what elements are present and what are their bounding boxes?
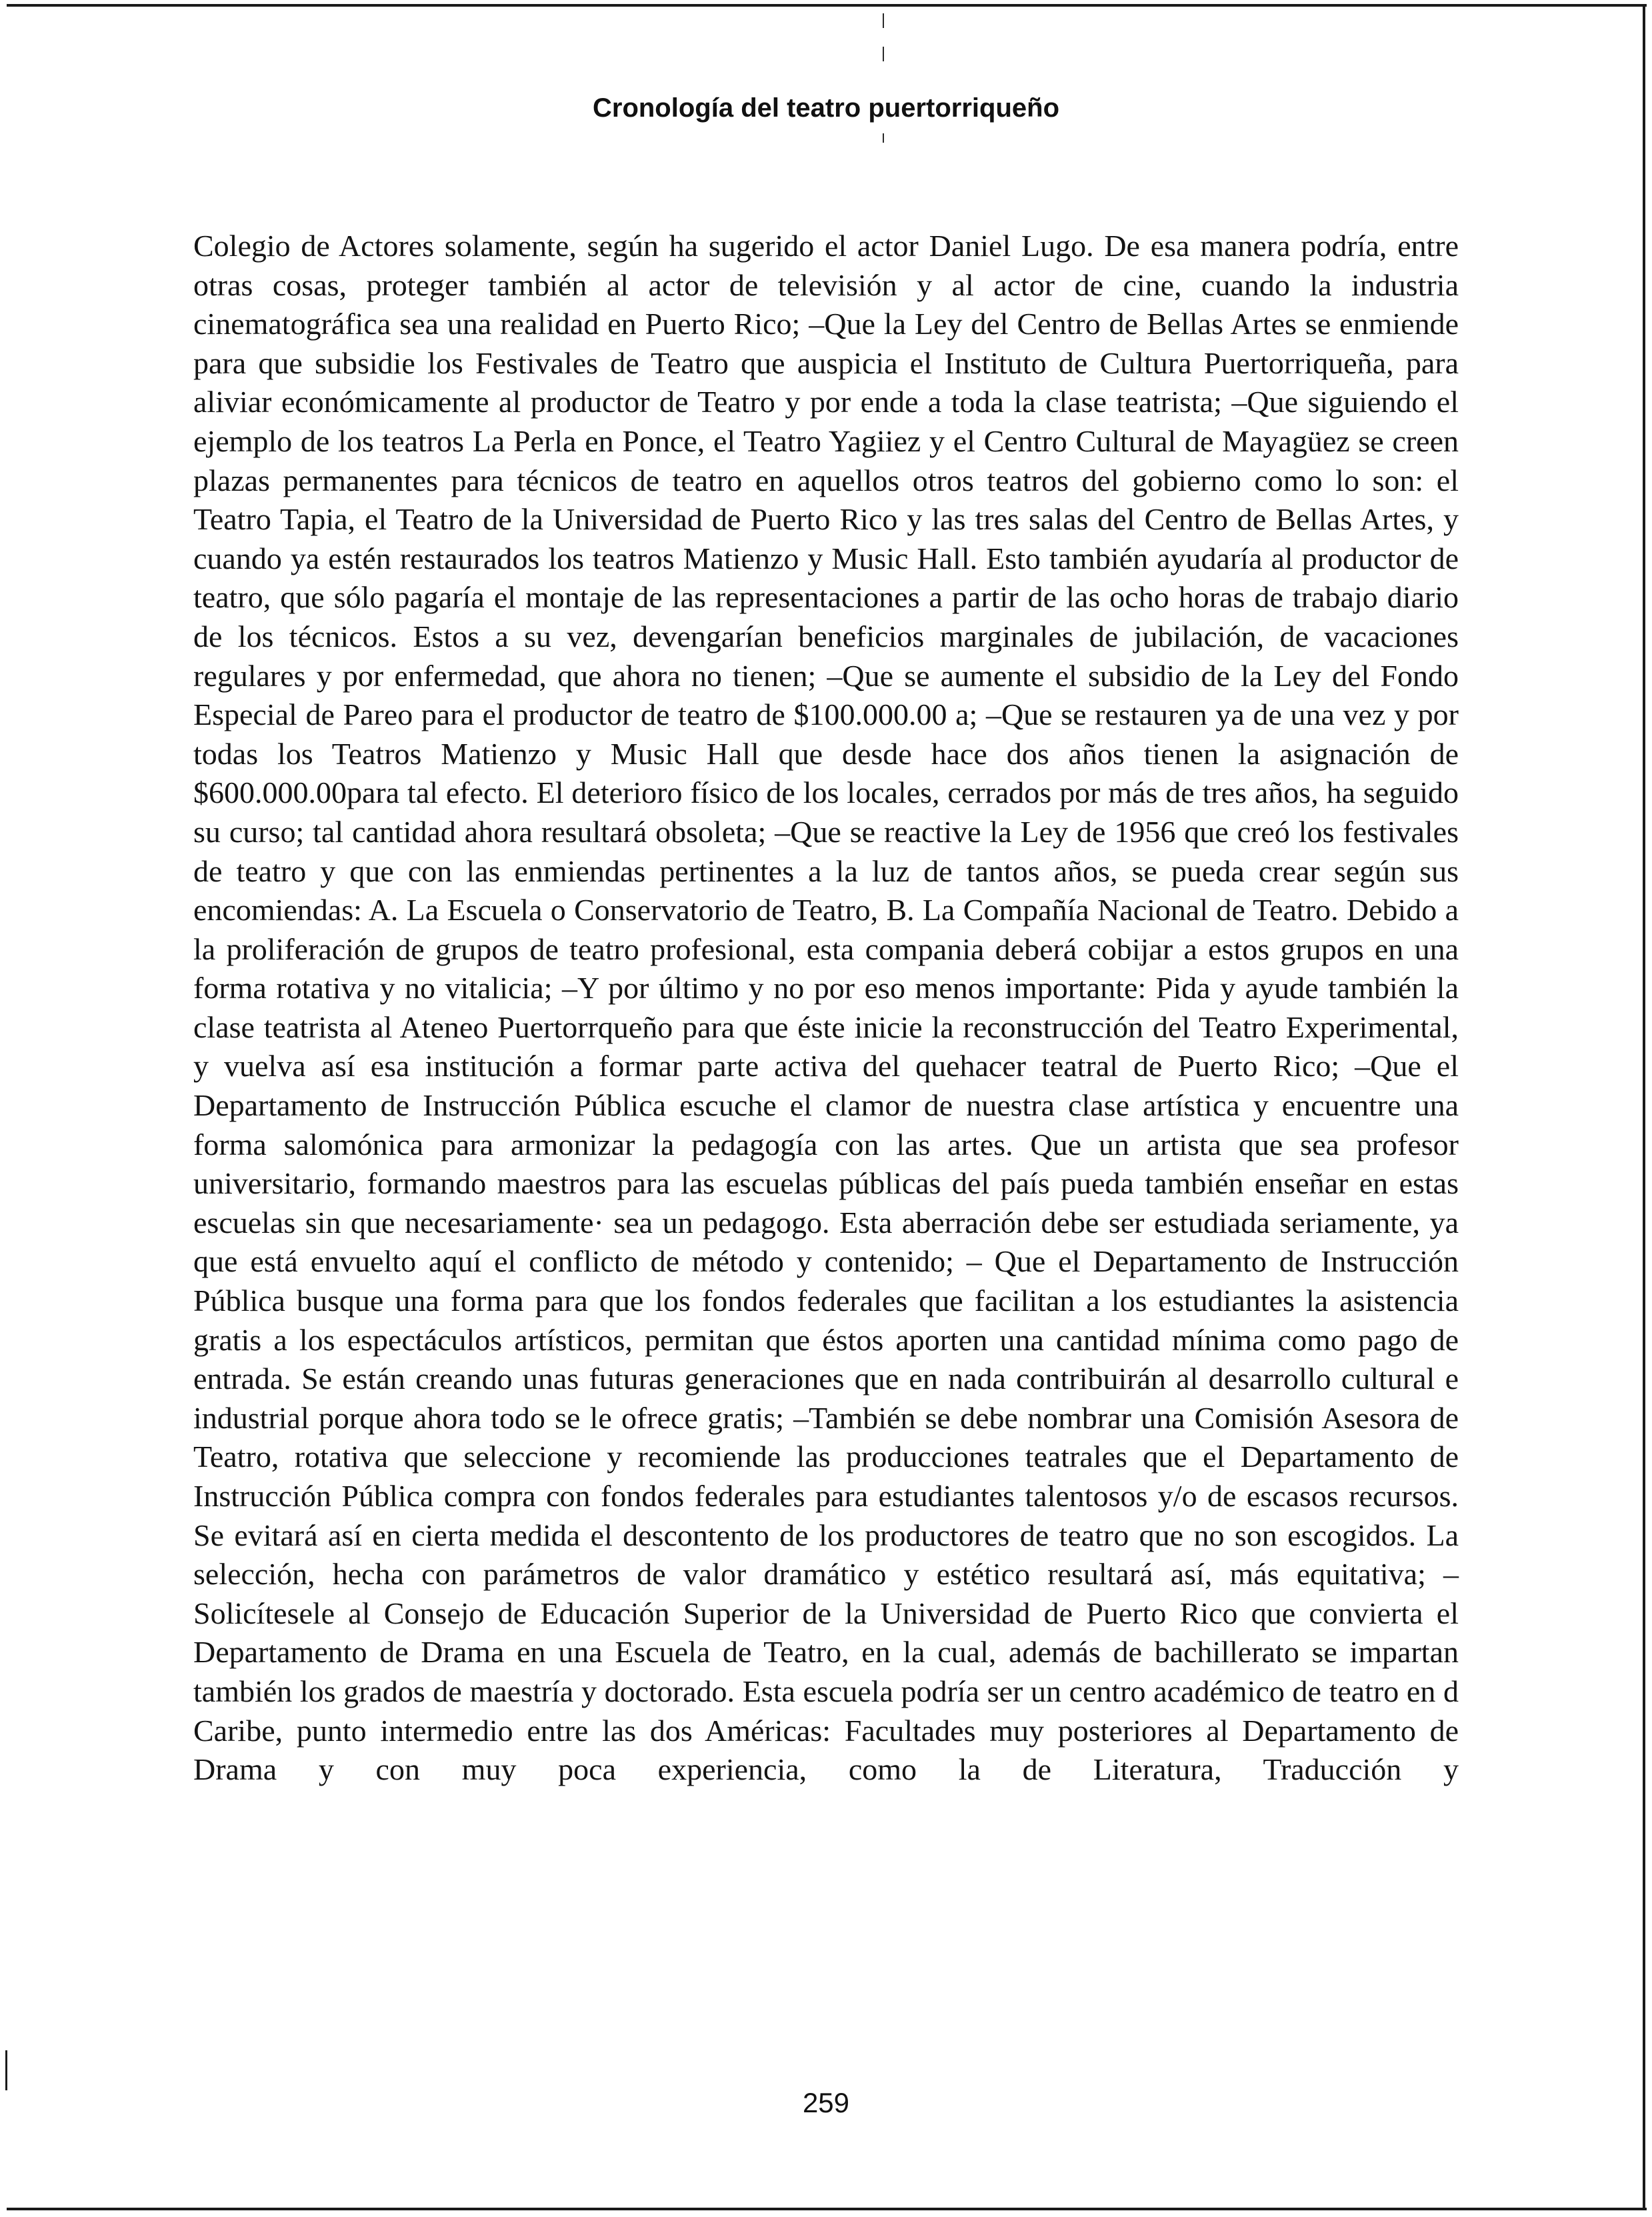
- scan-border-top: [7, 4, 1647, 7]
- page-number: 259: [802, 2087, 850, 2118]
- body-paragraph: Colegio de Actores solamente, según ha sugerido el actor Daniel Lugo. De esa manera podría, entre otras cosas, proteger también al actor de televisión y al actor de cine, cuando la industria cinematográfica sea una realidad en Puerto Rico; –Que la Ley del Centro de Bellas Artes se enmiende para que subsidie los Festivales de Teatro que auspicia el Instituto de Cultura Puertorriqueña, para aliviar económicamente al productor de Teatro y por ende a toda la clase teatrista; –Que siguiendo el ejemplo de los teatros La Perla en Ponce, el Teatro Yagiiez y el Centro Cultural de Mayagüez se creen plazas permanentes para técnicos de teatro en aquellos otros teatros del gobierno como lo son: el Teatro Tapia, el Teatro de la Universidad de Puerto Rico y las tres salas del Centro de Bellas Artes, y cuando ya estén restaurados los teatros Matienzo y Music Hall. Esto también ayudaría al productor de teatro, que sólo pagaría el montaje de las representaciones a partir de las ocho horas de trabajo diario de los técnicos. Estos a su vez, devengarían beneficios marginales de jubilación, de vacaciones regulares y por enfermedad, que ahora no tienen; –Que se aumente el subsidio de la Ley del Fondo Especial de Pareo para el productor de teatro de $100.000.00 a; –Que se restauren ya de una vez y por todas los Teatros Matienzo y Music Hall que desde hace dos años tienen la asignación de $600.000.00para tal efecto. El deterioro físico de los locales, cerrados por más de tres años, ha seguido su curso; tal cantidad ahora resultará obsoleta; –Que se reactive la Ley de 1956 que creó los festivales de teatro y que con las enmiendas pertinentes a la luz de tantos años, se pueda crear según sus encomiendas: A. La Escuela o Conservatorio de Teatro, B. La Compañía Nacional de Teatro. Debido a la proliferación de grupos de teatro profesional, esta compania deberá cobijar a estos grupos en una forma rotativa y no vitalicia; –Y por último y no por eso menos importante: Pida y ayude también la clase teatrista al Ateneo Puertorrqueño para que éste inicie la reconstrucción del Teatro Experimental, y vuelva así esa institución a formar parte activa del quehacer teatral de Puerto Rico; –Que el Departamento de Instrucción Pública escuche el clamor de nuestra clase artística y encuentre una forma salomónica para armonizar la pedagogía con las artes. Que un artista que sea profesor universitario, formando maestros para las escuelas públicas del país pueda también enseñar en estas escuelas sin que necesariamente· sea un pedagogo. Esta aberración debe ser estudiada seriamente, ya que está envuelto aquí el conflicto de método y contenido; – Que el Departamento de Instrucción Pública busque una forma para que los fondos federales que facilitan a los estudiantes la asistencia gratis a los espectáculos artísticos, permitan que éstos aporten una cantidad mínima como pago de entrada. Se están creando unas futuras generaciones que en nada contribuirán al desarrollo cultural e industrial porque ahora todo se le ofrece gratis; –También se debe nombrar una Comisión Asesora de Teatro, rotativa que seleccione y recomiende las producciones teatrales que el Departamento de Instrucción Pública compra con fondos federales para estudiantes talentosos y/o de escasos recursos. Se evitará así en cierta medida el descontento de los productores de teatro que no son escogidos. La selección, hecha con parámetros de valor dramático y estético resultará así, más equitativa; –Solicítesele al Consejo de Educación Superior de la Universidad de Puerto Rico que convierta el Departamento de Drama en una Escuela de Teatro, en la cual, además de bachillerato se impartan también los grados de maestría y doctorado. Esta escuela podría ser un centro académico de teatro en d Caribe, punto intermedio entre las dos Américas: Facultades muy posteriores al Departamento de Drama y con muy poca experiencia, como la de Literatura, Traducción y: [193, 229, 1459, 1787]
- gutter-mark: [883, 13, 884, 28]
- running-header: Cronología del teatro puertorriqueño: [592, 93, 1060, 123]
- scan-border-bottom: [7, 2208, 1647, 2210]
- gutter-mark: [883, 133, 884, 143]
- scan-border-right: [1643, 4, 1645, 2210]
- scan-edge-mark: [5, 2050, 7, 2090]
- gutter-mark: [883, 47, 884, 61]
